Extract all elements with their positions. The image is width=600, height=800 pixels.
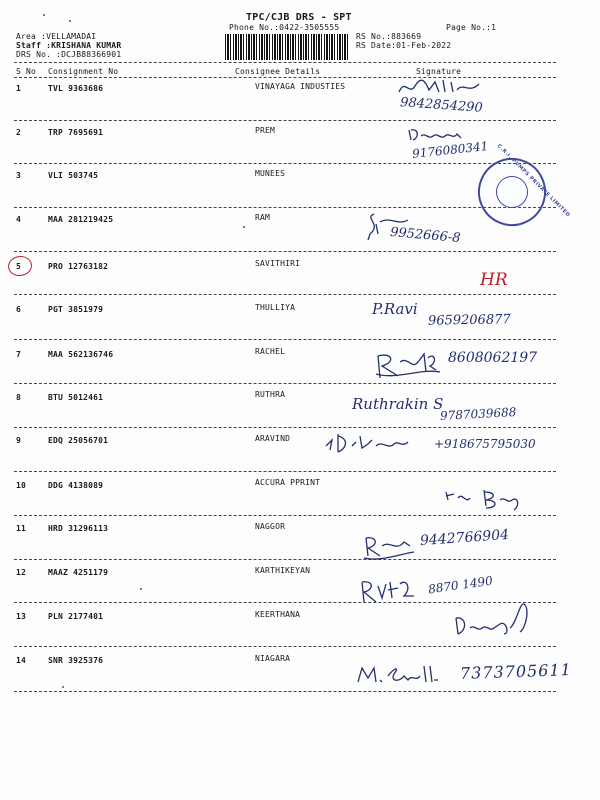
row-sno: 14 <box>16 656 27 665</box>
row-consignee: RAM <box>255 213 271 222</box>
handwritten-phone: 9842854290 <box>399 95 484 116</box>
drs-number: DRS No. :DCJB88366901 <box>16 50 122 59</box>
circle-mark <box>7 254 34 277</box>
row-consignment: TRP 7695691 <box>48 128 104 137</box>
divider <box>14 339 556 340</box>
divider <box>14 62 556 63</box>
signature-scribble <box>440 486 530 512</box>
row-consignment: DDG 4138089 <box>48 481 104 490</box>
row-sno: 12 <box>16 568 27 577</box>
row-consignment: PGT 3851979 <box>48 305 104 314</box>
divider <box>14 251 556 252</box>
row-sno: 4 <box>16 215 22 224</box>
row-consignment: MAA 562136746 <box>48 350 114 359</box>
row-consignment: BTU 5012461 <box>48 393 104 402</box>
company-stamp <box>467 143 572 237</box>
row-consignment: VLI 503745 <box>48 171 99 180</box>
divider <box>14 163 556 164</box>
row-consignee: NIAGARA <box>255 654 291 663</box>
handwritten-phone: +918675795030 <box>434 437 536 451</box>
row-consignee: ACCURA PPRINT <box>255 478 321 487</box>
handwritten-name: P.Ravi <box>372 300 418 318</box>
divider <box>14 207 556 208</box>
page-number: Page No.:1 <box>446 23 497 32</box>
document-title: TPC/CJB DRS - SPT <box>246 12 352 23</box>
row-consignee: KARTHIKEYAN <box>255 566 311 575</box>
handwritten-phone: 9659206877 <box>427 312 511 329</box>
divider <box>14 515 556 516</box>
row-consignee: KEERTHANA <box>255 610 301 619</box>
handwritten-phone: 8870 1490 <box>427 573 494 597</box>
divider <box>14 120 556 121</box>
row-consignee: SAVITHIRI <box>255 259 301 268</box>
divider <box>14 646 556 647</box>
scan-speck <box>140 588 142 590</box>
handwritten-phone: 7373705611 <box>459 660 573 683</box>
row-sno: 10 <box>16 481 27 490</box>
signature-scribble <box>450 598 534 640</box>
row-sno: 7 <box>16 350 22 359</box>
row-consignment: MAA 281219425 <box>48 215 114 224</box>
barcode <box>225 34 349 60</box>
col-sno: S No <box>16 67 37 76</box>
col-consignment: Consignment No <box>48 67 119 76</box>
row-consignment: TVL 9363686 <box>48 84 104 93</box>
rs-number: RS No.:883669 <box>356 32 422 41</box>
divider <box>14 559 556 560</box>
row-sno: 6 <box>16 305 22 314</box>
col-signature: Signature <box>416 67 462 76</box>
row-consignee: RACHEL <box>255 347 286 356</box>
handwritten-phone: 8608062197 <box>448 350 538 366</box>
handwritten-phone: 9787039688 <box>439 405 517 423</box>
signature-scribble <box>356 574 420 608</box>
handwritten-phone: 9176080341 <box>411 139 489 161</box>
row-consignment: SNR 3925376 <box>48 656 104 665</box>
row-consignee: VINAYAGA INDUSTIES <box>255 82 346 91</box>
row-sno: 5 <box>16 262 22 271</box>
row-consignee: THULLIYA <box>255 303 296 312</box>
row-consignee: MUNEES <box>255 169 286 178</box>
row-sno: 13 <box>16 612 27 621</box>
row-consignee: NAGGOR <box>255 522 286 531</box>
rs-date: RS Date:01-Feb-2022 <box>356 41 452 50</box>
row-consignment: PRO 12763182 <box>48 262 109 271</box>
handwritten-phone: 9952666-8 <box>389 224 462 247</box>
row-consignee: RUTHRA <box>255 390 286 399</box>
scan-speck <box>69 20 71 22</box>
signature-scribble <box>322 430 412 456</box>
handwritten-phone: 9442766904 <box>419 526 510 550</box>
row-sno: 8 <box>16 393 22 402</box>
row-consignment: PLN 2177401 <box>48 612 104 621</box>
col-consignee: Consignee Details <box>235 67 321 76</box>
divider <box>14 383 556 384</box>
row-consignment: MAAZ 4251179 <box>48 568 109 577</box>
scan-speck <box>43 14 45 16</box>
scan-speck <box>62 686 64 688</box>
divider <box>14 691 556 692</box>
divider <box>14 427 556 428</box>
area-label: Area :VELLAMADAI <box>16 32 97 41</box>
red-pen-mark: HR <box>480 270 508 290</box>
signature-scribble <box>354 660 446 690</box>
handwritten-name: Ruthrakin S <box>352 395 444 413</box>
phone-number: Phone No.:0422-3505555 <box>229 23 340 32</box>
row-sno: 11 <box>16 524 27 533</box>
scan-speck <box>243 226 245 228</box>
staff-label: Staff :KRISHANA KUMAR <box>16 41 122 50</box>
row-consignee: ARAVIND <box>255 434 291 443</box>
row-sno: 3 <box>16 171 22 180</box>
row-sno: 1 <box>16 84 22 93</box>
row-consignment: HRD 31296113 <box>48 524 109 533</box>
signature-scribble <box>360 532 416 562</box>
row-sno: 9 <box>16 436 22 445</box>
divider <box>14 471 556 472</box>
stamp-text: C.R.I. PUMPS PRIVATE LIMITED <box>495 143 572 219</box>
divider <box>14 294 556 295</box>
row-sno: 2 <box>16 128 22 137</box>
row-consignment: EDQ 25056701 <box>48 436 109 445</box>
signature-scribble <box>372 348 442 382</box>
row-consignee: PREM <box>255 126 276 135</box>
